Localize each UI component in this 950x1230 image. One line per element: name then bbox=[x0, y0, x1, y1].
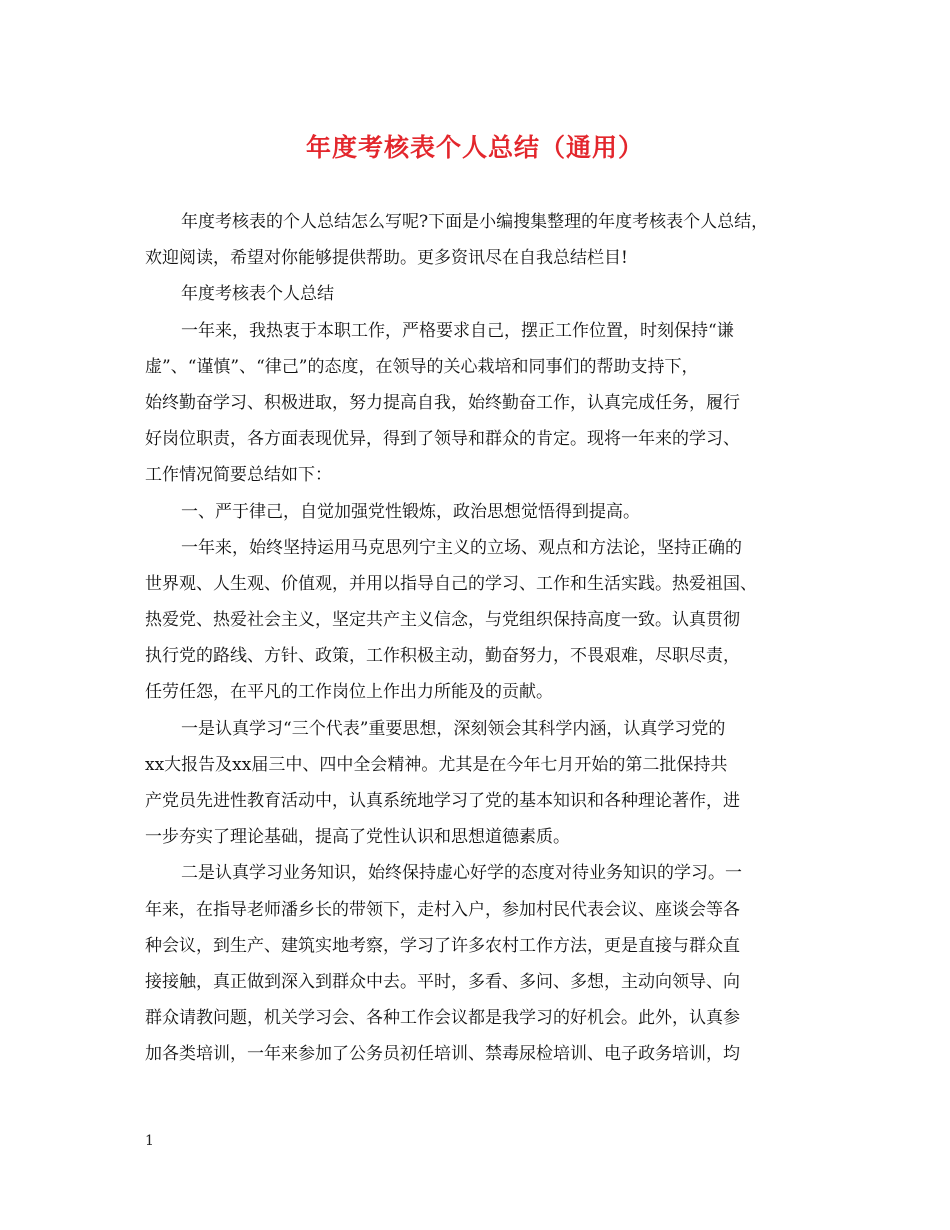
text-line: 加各类培训，一年来参加了公务员初任培训、禁毒尿检培训、电子政务培训，均 bbox=[145, 1044, 740, 1065]
section-heading: 年度考核表个人总结 bbox=[181, 284, 334, 305]
text-line: 一是认真学习“三个代表”重要思想，深刻领会其科学内涵，认真学习党的 bbox=[181, 718, 726, 739]
text-line: 年来，在指导老师潘乡长的带领下，走村入户，参加村民代表会议、座谈会等各 bbox=[145, 899, 740, 920]
text-line: 虚”、“谨慎”、“律己”的态度，在领导的关心栽培和同事们的帮助支持下， bbox=[145, 356, 699, 377]
text-line: 工作情况简要总结如下： bbox=[145, 465, 332, 486]
document-title: 年度考核表个人总结（通用） bbox=[305, 133, 644, 162]
text-line: 年度考核表的个人总结怎么写呢?下面是小编搜集整理的年度考核表个人总结， bbox=[181, 212, 769, 232]
text-line: 世界观、人生观、价值观，并用以指导自己的学习、工作和生活实践。热爱祖国、 bbox=[145, 573, 757, 594]
page-number: 1 bbox=[145, 1133, 154, 1149]
text-line: 任劳任怨，在平凡的工作岗位上作出力所能及的贡献。 bbox=[145, 682, 553, 703]
text-line: 执行党的路线、方针、政策，工作积极主动，勤奋努力，不畏艰难，尽职尽责， bbox=[145, 646, 740, 667]
document-body bbox=[145, 204, 810, 1073]
text-line: 一年来，我热衷于本职工作，严格要求自己，摆正工作位置，时刻保持“谦 bbox=[181, 320, 734, 341]
text-line: 二是认真学习业务知识，始终保持虚心好学的态度对待业务知识的学习。一 bbox=[181, 863, 742, 884]
text-line: 产党员先进性教育活动中，认真系统地学习了党的基本知识和各种理论著作，进 bbox=[145, 791, 740, 811]
text-line: 接接触，真正做到深入到群众中去。平时，多看、多问、多想，主动向领导、向 bbox=[145, 971, 740, 992]
text-line: 好岗位职责，各方面表现优异，得到了领导和群众的肯定。现将一年来的学习、 bbox=[145, 429, 740, 450]
text-line: 群众请教问题，机关学习会、各种工作会议都是我学习的好机会。此外，认真参 bbox=[145, 1008, 740, 1029]
section-heading: 一、严于律己，自觉加强党性锻炼，政治思想觉悟得到提高。 bbox=[181, 501, 640, 522]
text-line: 一年来，始终坚持运用马克思列宁主义的立场、观点和方法论，坚持正确的 bbox=[181, 537, 742, 558]
text-line: 种会议，到生产、建筑实地考察，学习了许多农村工作方法，更是直接与群众直 bbox=[145, 935, 740, 956]
text-line: 欢迎阅读，希望对你能够提供帮助。更多资讯尽在自我总结栏目! bbox=[145, 248, 628, 269]
text-line: 热爱党、热爱社会主义，坚定共产主义信念，与党组织保持高度一致。认真贯彻 bbox=[145, 610, 740, 631]
text-line: 始终勤奋学习、积极进取，努力提高自我，始终勤奋工作，认真完成任务，履行 bbox=[145, 392, 740, 413]
text-line: 一步夯实了理论基础，提高了党性认识和思想道德素质。 bbox=[145, 827, 570, 848]
text-line: xx大报告及xx届三中、四中全会精神。尤其是在今年七月开始的第二批保持共 bbox=[145, 754, 728, 775]
